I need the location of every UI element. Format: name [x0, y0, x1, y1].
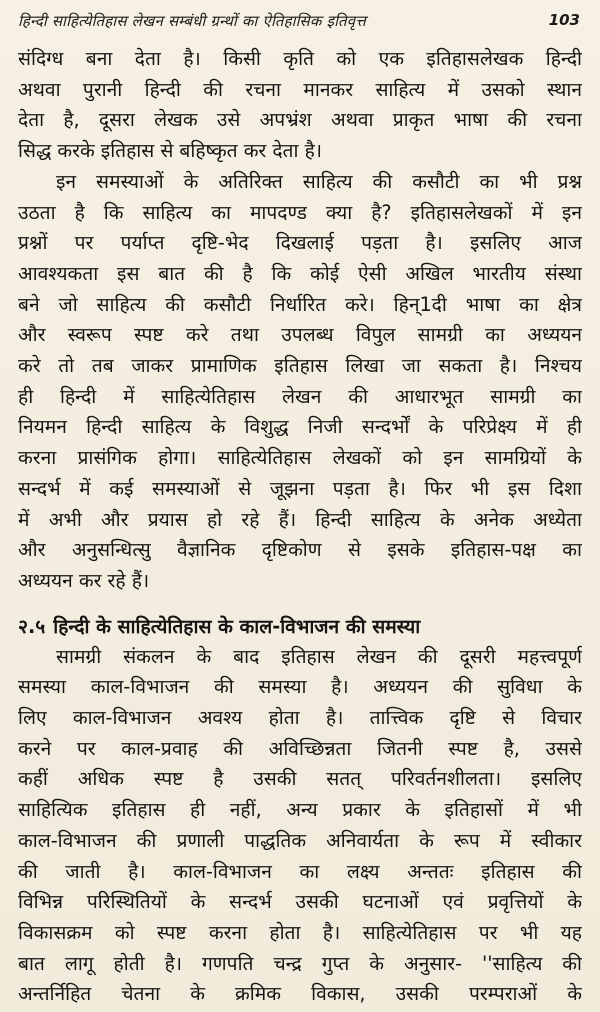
text-line: विभिन्न परिस्थितियों के सन्दर्भ उसकी घटनाओं एवं प्रवृत्तियों के	[18, 890, 582, 914]
text-line: और अनुसन्धित्सु वैज्ञानिक दृष्टिकोण से इसके इतिहास-पक्ष का	[18, 538, 582, 562]
text-line: बने जो साहित्य की कसौटी निर्धारित करे। हिन्1दी भाषा का क्षेत्र	[18, 292, 582, 316]
text-line: करने पर काल-प्रवाह की अविच्छिन्नता जितनी स्पष्ट है, उससे	[18, 736, 582, 760]
paragraph-3	[18, 642, 582, 1010]
text-line: विकासक्रम को स्पष्ट करना होता है। साहित्येतिहास पर भी यह	[18, 920, 582, 944]
text-line: नियमन हिन्दी साहित्य के विशुद्ध निजी सन्दर्भों के परिप्रेक्ष्य में ही	[18, 415, 582, 439]
text-line: करना प्रासंगिक होगा। साहित्येतिहास लेखकों को इन सामग्रियों के	[18, 446, 582, 470]
section-number: २.५	[18, 614, 46, 638]
paragraph-2	[18, 167, 582, 597]
paragraph-1	[18, 44, 582, 167]
text-line: इन समस्याओं के अतिरिक्त साहित्य की कसौटी का भी प्रश्न	[56, 169, 582, 193]
text-line: प्रश्नों पर पर्याप्त दृष्टि-भेद दिखलाई पड़ता है। इसलिए आज	[18, 231, 582, 255]
running-header	[18, 0, 582, 44]
text-line: सन्दर्भ में कई समस्याओं से जूझना पड़ता है। फिर भी इस दिशा	[18, 476, 582, 500]
text-line: कहीं अधिक स्पष्ट है उसकी सतत् परिवर्तनशीलता। इसलिए	[18, 767, 582, 791]
text-line: अध्ययन कर रहे हैं।	[18, 568, 150, 592]
text-line: और स्वरूप स्पष्ट करे तथा उपलब्ध विपुल सामग्री का अध्ययन	[18, 323, 582, 347]
text-line: अथवा पुरानी हिन्दी की रचना मानकर साहित्य में उसको स्थान	[18, 77, 582, 101]
text-line: काल-विभाजन की प्रणाली पाद्धतिक अनिवार्यता के रूप में स्वीकार	[18, 828, 582, 852]
section-heading	[18, 611, 582, 642]
text-line: में अभी और प्रयास हो रहे हैं। हिन्दी साहित्य के अनेक अध्येता	[18, 507, 582, 531]
text-line: आवश्यकता इस बात की है कि कोई ऐसी अखिल भारतीय संस्था	[18, 261, 582, 285]
text-line: संदिग्ध बना देता है। किसी कृति को एक इतिहासलेखक हिन्दी	[18, 47, 582, 70]
text-line: सामग्री संकलन के बाद इतिहास लेखन की दूसरी महत्त्वपूर्ण	[56, 644, 582, 668]
text-line: अन्तर्निहित चेतना के क्रमिक विकास, उसकी परम्पराओं के	[18, 982, 582, 1006]
text-line: ही हिन्दी में साहित्येतिहास लेखन की आधारभूत सामग्री का	[18, 384, 582, 408]
page-number: 103	[548, 11, 580, 29]
text-line: देता है, दूसरा लेखक उसे अपभ्रंश अथवा प्राकृत भाषा की रचना	[18, 108, 582, 132]
section-title: हिन्दी के साहित्येतिहास के काल-विभाजन की समस्या	[53, 614, 421, 638]
text-line: साहित्यिक इतिहास ही नहीं, अन्य प्रकार के इतिहासों में भी	[18, 798, 582, 822]
text-line: समस्या काल-विभाजन की समस्या है। अध्ययन की सुविधा के	[18, 675, 582, 699]
text-line: करे तो तब जाकर प्रामाणिक इतिहास लिखा जा सकता है। निश्चय	[18, 354, 582, 378]
running-title: हिन्दी साहित्येतिहास लेखन सम्बंधी ग्रन्थों का ऐतिहासिक इतिवृत्त	[18, 12, 366, 30]
text-line: लिए काल-विभाजन अवश्य होता है। तात्त्विक दृष्टि से विचार	[18, 706, 582, 730]
text-line: की जाती है। काल-विभाजन का लक्ष्य अन्ततः इतिहास की	[18, 859, 582, 883]
text-line: सिद्ध करके इतिहास से बहिष्कृत कर देता है।	[18, 139, 323, 163]
text-line: उठता है कि साहित्य का मापदण्ड क्या है? इतिहासलेखकों में इन	[18, 200, 582, 224]
text-line: बात लागू होती है। गणपति चन्द्र गुप्त के अनुसार- ''साहित्य की	[18, 951, 582, 975]
